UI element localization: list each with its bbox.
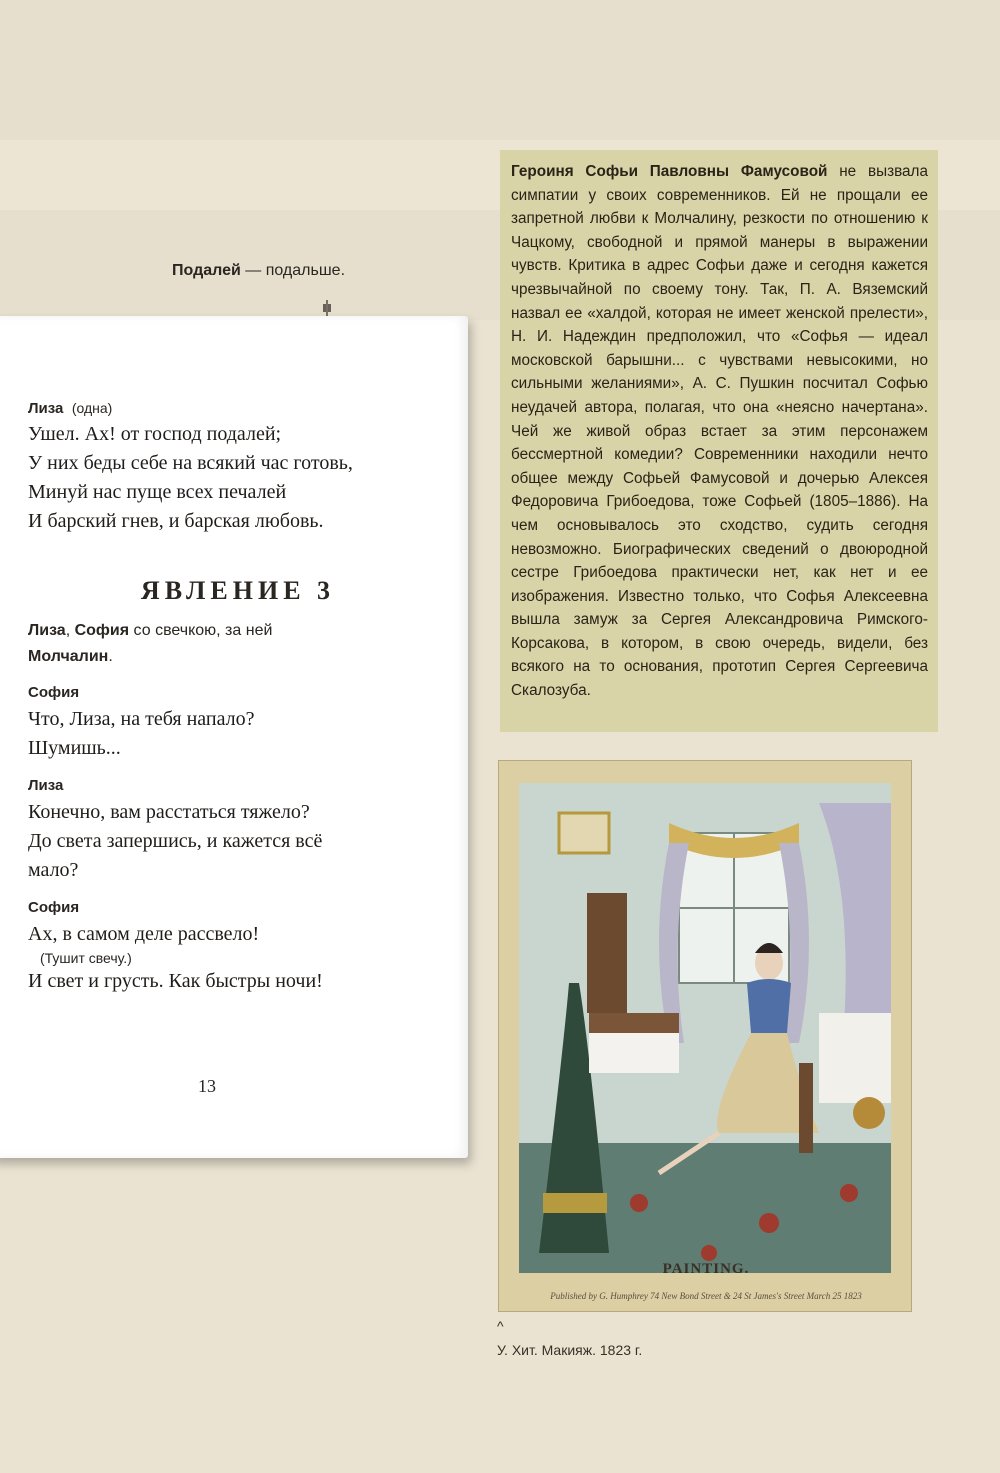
scene-cast (28, 618, 348, 670)
engraving-image (519, 783, 891, 1273)
illustration-frame (498, 760, 912, 1312)
speaker-line (28, 400, 448, 418)
verse-line: Ах, в самом деле рассвело! (28, 923, 260, 945)
sidebar-note (500, 150, 938, 732)
print-title: PAINTING. (662, 1261, 750, 1277)
cast-name: Молчалин (28, 648, 109, 665)
verse-line: Ушел. Ах! от господ подалей; (28, 423, 282, 445)
scene-title: ЯВЛЕНИЕ 3 (140, 576, 336, 605)
cast-separator: , (65, 622, 75, 639)
speaker-name: Лиза (28, 777, 64, 794)
background-band (0, 0, 1000, 140)
verse-line: И свет и грусть. Как быстры ночи! (28, 970, 323, 992)
speaker-name: София (28, 899, 80, 916)
publisher-line: Published by G. Humphrey 74 New Bond Street & 24 St James's Street March 25 1823 (550, 1291, 862, 1301)
note-lead: Героиня Софьи Павловны Фамусовой (511, 163, 828, 180)
verse-line: Конечно, вам расстаться тяжело? (28, 801, 310, 823)
glossary-definition: — подальше. (245, 262, 346, 279)
verse-line: До света запершись, и кажется всё (28, 830, 323, 852)
cast-name: Лиза (28, 622, 66, 639)
engraving-drawing (519, 783, 891, 1273)
glossary-note (172, 262, 345, 280)
verse-line: мало? (28, 859, 79, 881)
cast-name: София (74, 622, 130, 639)
glossary-term: Подалей (172, 262, 241, 279)
play-text (28, 400, 448, 996)
stage-direction: (одна) (71, 400, 113, 416)
cast-text: со свечкою, за ней (129, 622, 273, 639)
note-body: не вызвала симпатии у своих современников. Ей не прощали ее запретной любви к Молчалину, резкости по отношению к Чацкому, свободной и прямой манеры в выражении чувств. Критика в адрес Софьи даже и сегодня кажется чрезвычайной по своему тону. Так, П. А. Вяземский назвал ее «халдой, которая не имеет женской прелести», Н. И. Надеждин предположил, что «Софья — идеал московской барышни... с чувствами невысокими, но сильными желаниями», А. С. Пушкин посчитал Софью неудачей автора, полагая, что она «неясно начертана». Чей же живой образ встает за этим персонажем бессмертной комедии? Современники находили нечто общее между Софьей Фамусовой и дочерью Алексея Федоровича Грибоедова, тоже Софьей (1805–1886). На чем основывалось это сходство, судить сегодня невозможно. Биографических сведений о двоюродной сестре Грибоедова практически нет, как нет и ее изображения. Известно только, что Софья Алексеевна вышла замуж за Сергея Александровича Римского-Корсакова, в котором, в свою очередь, видели, без всякого на то основания, прототип Сергея Сергеевича Скалозуба. (511, 163, 928, 700)
stage-direction: (Тушит свечу.) (40, 950, 132, 966)
page-number: 13 (198, 1076, 216, 1096)
caption-marker: ^ (497, 1318, 504, 1334)
speaker-name: София (28, 684, 80, 701)
verse-line: Минуй нас пуще всех печалей (28, 481, 287, 503)
cast-text: . (108, 648, 113, 665)
verse-line: У них беды себе на всякий час готовь, (28, 452, 353, 474)
verse-line: И барский гнев, и барская любовь. (28, 510, 324, 532)
image-caption: У. Хит. Макияж. 1823 г. (497, 1342, 643, 1358)
verse-line: Шумишь... (28, 737, 121, 759)
verse-line: Что, Лиза, на тебя напало? (28, 708, 255, 730)
speaker-name: Лиза (28, 400, 64, 417)
